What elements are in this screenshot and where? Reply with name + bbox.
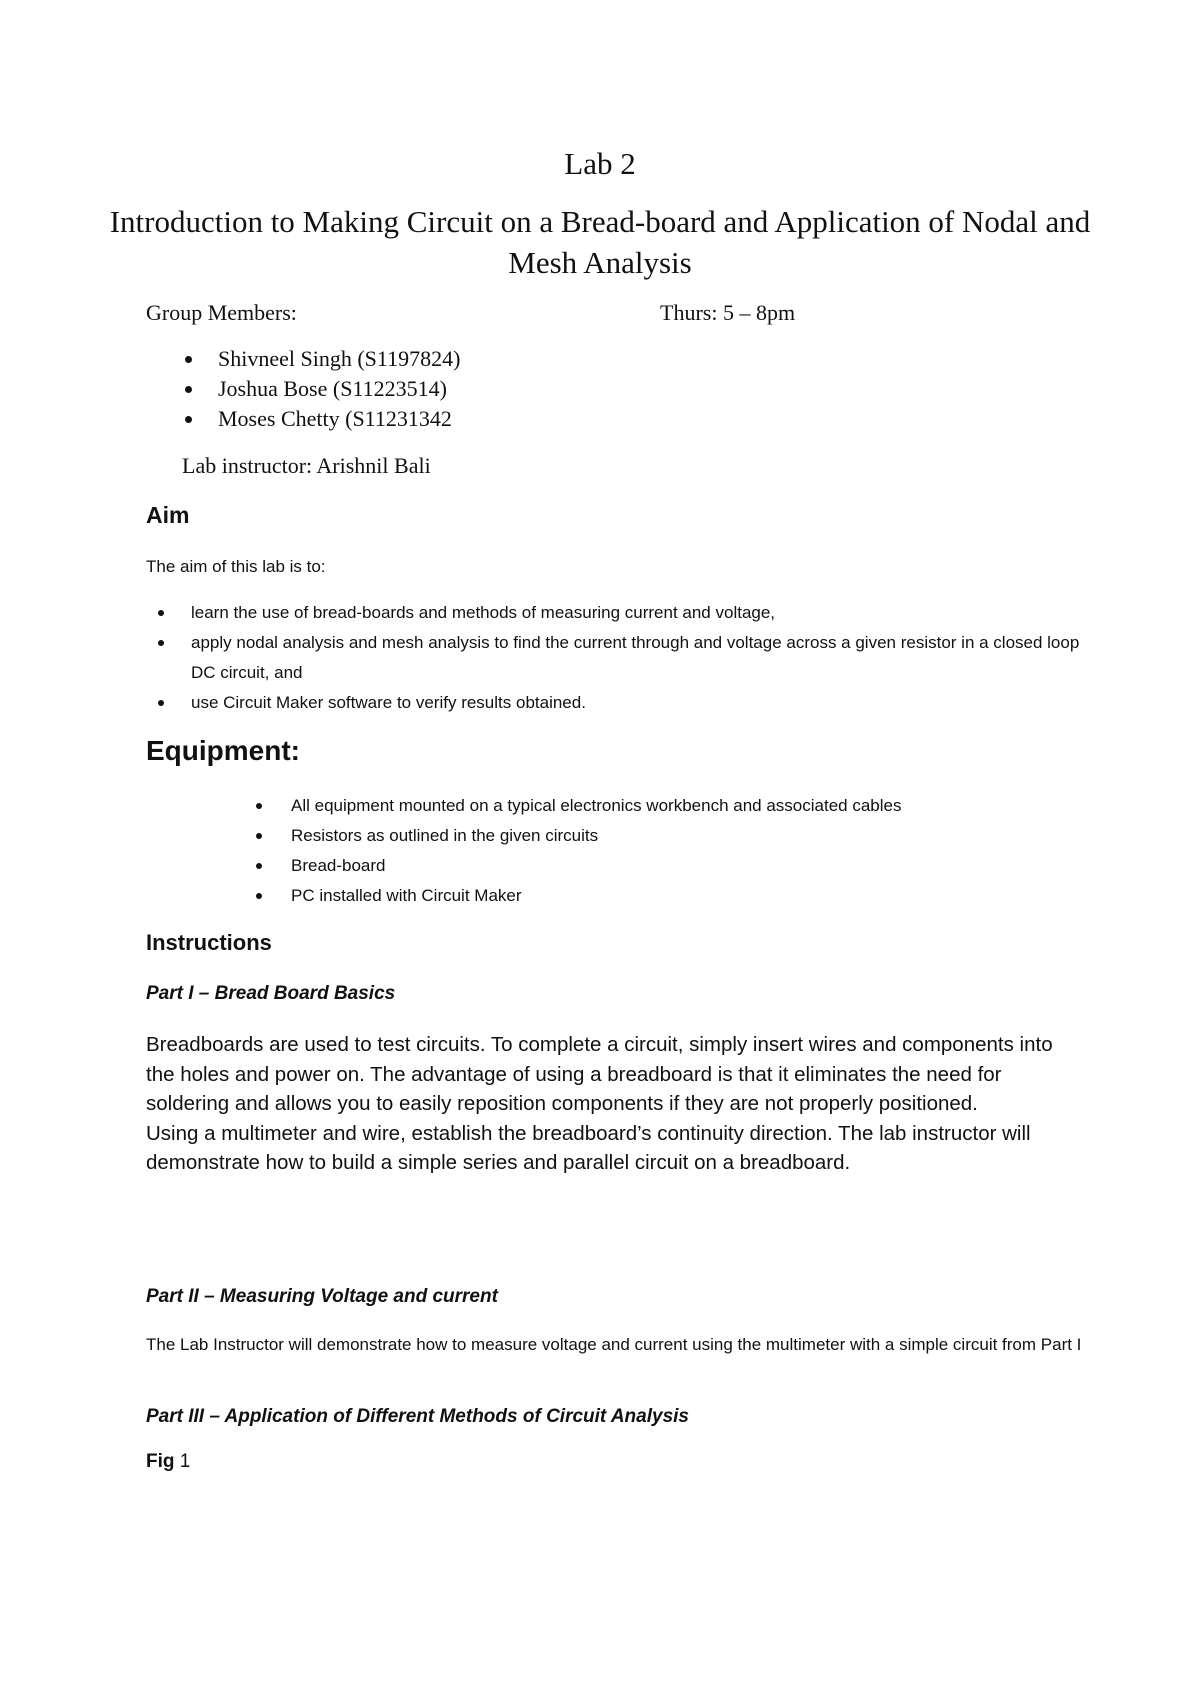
bullet-icon bbox=[256, 863, 262, 869]
bullet-icon bbox=[158, 610, 164, 616]
bullet-icon bbox=[256, 803, 262, 809]
list-item bbox=[146, 688, 1086, 718]
bullet-icon bbox=[185, 356, 192, 363]
part-1-paragraph: Using a multimeter and wire, establish the breadboard’s continuity direction. The lab instructor will demonstrate how to build a simple series and parallel circuit on a breadboard. bbox=[146, 1121, 1031, 1174]
list-item bbox=[146, 791, 901, 821]
list-item bbox=[146, 881, 901, 911]
list-item bbox=[146, 628, 1086, 688]
equipment-item: PC installed with Circuit Maker bbox=[291, 886, 522, 905]
list-item bbox=[146, 851, 901, 881]
part-2-heading: Part II – Measuring Voltage and current bbox=[146, 1286, 498, 1307]
part-1-heading: Part I – Bread Board Basics bbox=[146, 983, 396, 1004]
bullet-icon bbox=[158, 700, 164, 706]
aim-heading: Aim bbox=[146, 502, 190, 528]
lab-schedule: Thurs: 5 – 8pm bbox=[660, 300, 796, 325]
list-item bbox=[146, 821, 901, 851]
list-item bbox=[146, 404, 460, 434]
member-name: Joshua Bose (S11223514) bbox=[218, 376, 447, 401]
aim-item: learn the use of bread-boards and methods of measuring current and voltage, bbox=[191, 603, 776, 622]
part-1-paragraph: Breadboards are used to test circuits. To complete a circuit, simply insert wires and components into the holes and power on. The advantage of using a breadboard is that it eliminates the need for soldering and allows you to easily reposition components if they are not properly positioned. bbox=[146, 1033, 1053, 1115]
bullet-icon bbox=[256, 833, 262, 839]
equipment-heading: Equipment: bbox=[146, 735, 300, 766]
part-2-body: The Lab Instructor will demonstrate how to measure voltage and current using the multimeter with a simple circuit from Part I bbox=[146, 1335, 1082, 1354]
equipment-item: All equipment mounted on a typical electronics workbench and associated cables bbox=[291, 796, 902, 815]
list-item bbox=[146, 344, 460, 374]
part-3-heading: Part III – Application of Different Methods of Circuit Analysis bbox=[146, 1406, 689, 1427]
bullet-icon bbox=[185, 386, 192, 393]
lab-instructor: Lab instructor: Arishnil Bali bbox=[182, 453, 431, 478]
figure-number: 1 bbox=[179, 1451, 191, 1472]
part-1-body bbox=[146, 1030, 1086, 1178]
list-item bbox=[146, 598, 1086, 628]
group-members-list bbox=[146, 344, 460, 434]
document-title: Introduction to Making Circuit on a Bread-board and Application of Nodal and Mesh Analysis bbox=[109, 204, 1091, 280]
bullet-icon bbox=[185, 416, 192, 423]
bullet-icon bbox=[158, 640, 164, 646]
aim-item: apply nodal analysis and mesh analysis to find the current through and voltage across a given resistor in a closed loop DC circuit, and bbox=[191, 633, 1080, 682]
group-members-label: Group Members: bbox=[146, 300, 297, 325]
aim-intro: The aim of this lab is to: bbox=[146, 557, 326, 576]
equipment-item: Bread-board bbox=[291, 856, 386, 875]
lab-number-title: Lab 2 bbox=[564, 146, 636, 181]
equipment-list bbox=[146, 791, 901, 911]
instructions-heading: Instructions bbox=[146, 930, 272, 955]
member-name: Moses Chetty (S11231342 bbox=[218, 406, 452, 431]
equipment-item: Resistors as outlined in the given circuits bbox=[291, 826, 599, 845]
figure-label bbox=[146, 1451, 190, 1473]
figure-label-text: Fig bbox=[146, 1451, 175, 1472]
aim-list bbox=[146, 598, 1086, 718]
member-name: Shivneel Singh (S1197824) bbox=[218, 346, 461, 371]
bullet-icon bbox=[256, 893, 262, 899]
list-item bbox=[146, 374, 460, 404]
aim-item: use Circuit Maker software to verify results obtained. bbox=[191, 693, 586, 712]
